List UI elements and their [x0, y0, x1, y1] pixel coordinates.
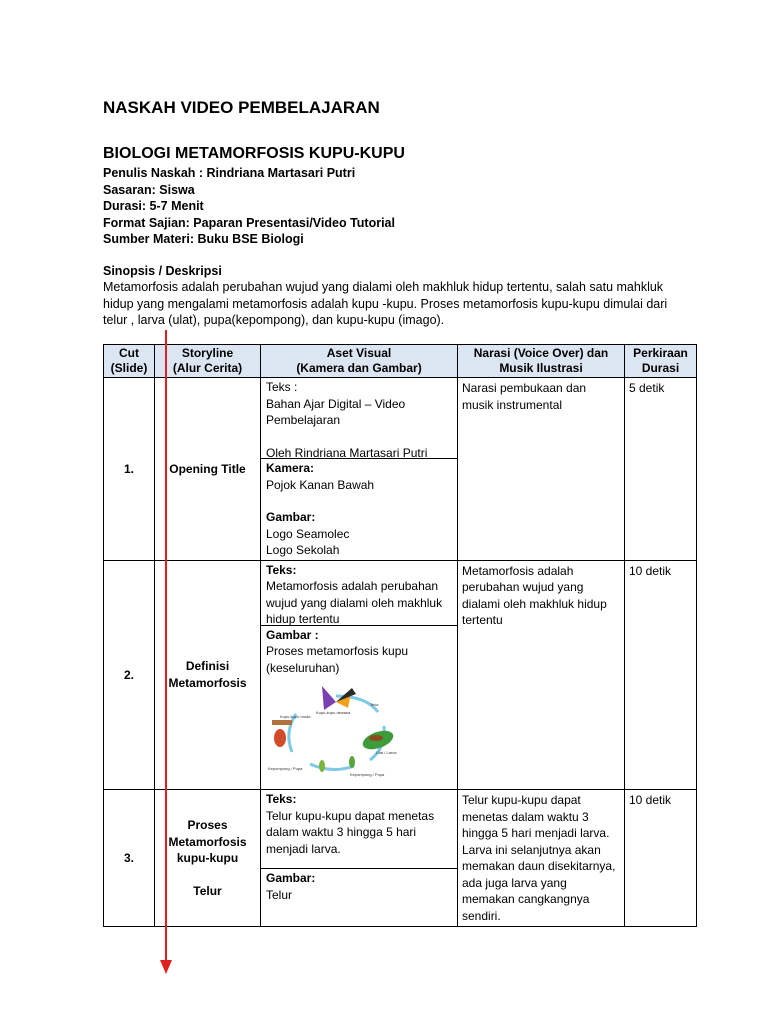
row2-durasi: 10 detik [625, 560, 697, 790]
row2-gambar-label: Gambar : [266, 627, 319, 642]
header-aset-line2: (Kamera dan Gambar) [296, 361, 422, 375]
row3-storyline-line1: Proses Metamorfosis kupu-kupu [168, 818, 247, 865]
header-narasi-line2: Musik Ilustrasi [499, 361, 583, 375]
row3-teks-block [261, 790, 457, 868]
header-cut-line2: (Slide) [110, 361, 148, 375]
header-narasi [458, 345, 625, 378]
header-cut-line1: Cut [119, 346, 139, 360]
table-header-row [104, 345, 697, 378]
row1-cut: 1. [104, 378, 155, 561]
label-telur: Telur [370, 702, 379, 707]
row1-gambar-label: Gambar: [266, 510, 316, 524]
row2-gambar-block [261, 625, 457, 790]
document-meta [103, 165, 395, 248]
document-title: NASKAH VIDEO PEMBELAJARAN [103, 98, 380, 117]
header-storyline-line2: (Alur Cerita) [172, 361, 243, 375]
cycle-arrows [289, 696, 384, 770]
row3-durasi: 10 detik [625, 790, 697, 927]
row1-kamera-label: Kamera: [266, 461, 315, 475]
header-durasi [625, 345, 697, 378]
row1-aset-visual [261, 378, 458, 561]
row2-cut: 2. [104, 560, 155, 790]
header-aset-line1: Aset Visual [326, 346, 392, 360]
synopsis-title: Sinopsis / Deskripsi [103, 264, 222, 278]
row2-teks: Metamorfosis adalah perubahan wujud yang dialami oleh makhluk hidup tertentu [266, 579, 443, 626]
header-narasi-line1: Narasi (Voice Over) dan [473, 346, 609, 360]
table-row [104, 378, 697, 561]
header-cut [104, 345, 155, 378]
table-row [104, 560, 697, 790]
meta-format: Format Sajian: Paparan Presentasi/Video Tutorial [103, 215, 395, 230]
row3-cut: 3. [104, 790, 155, 927]
row1-durasi: 5 detik [625, 378, 697, 561]
row1-kamera-block [261, 458, 457, 560]
row3-gambar: Telur [266, 887, 293, 902]
row3-teks-label: Teks: [266, 792, 297, 806]
meta-author: Penulis Naskah : Rindriana Martasari Putri [103, 166, 356, 180]
row3-aset-visual [261, 790, 458, 927]
row2-storyline: Definisi Metamorfosis [155, 560, 261, 790]
row1-teks-spacer [266, 429, 452, 445]
synopsis-text: Metamorfosis adalah perubahan wujud yang dialami oleh makhluk hidup tertentu, salah satu mahkluk hidup yang mengalami metamorfosis adalah kupu -kupu. Proses metamorfosis kupu-kupu dimulai dari telur , larva (ulat), pupa(kepompong), dan kupu-kupu (imago). [103, 280, 668, 327]
row1-teks-label: Teks : [266, 380, 298, 394]
script-table [103, 344, 697, 927]
row3-storyline-line2: Telur [193, 883, 222, 898]
meta-audience: Sasaran: Siswa [103, 182, 195, 197]
row1-gambar-line1: Logo Seamolec [266, 526, 350, 541]
label-pupa-right: Kepompong / Pupa [350, 772, 385, 777]
timeline-arrow-icon [160, 330, 172, 978]
row2-teks-block [261, 561, 457, 625]
row1-teks-line1: Bahan Ajar Digital – Video Pembelajaran [266, 396, 406, 427]
label-pupa-left: Kepompong / Pupa [268, 766, 303, 771]
label-adult: Kupu-kupu dewasa [316, 710, 351, 715]
row3-gambar-label: Gambar: [266, 871, 316, 885]
row2-aset-visual [261, 560, 458, 790]
header-aset-visual [261, 345, 458, 378]
row1-teks-block [261, 378, 457, 458]
row1-storyline: Opening Title [155, 378, 261, 561]
row1-gambar-line2: Logo Sekolah [266, 543, 340, 557]
header-durasi-line2: Durasi [641, 361, 680, 375]
table-row [104, 790, 697, 927]
row2-narasi: Metamorfosis adalah perubahan wujud yang dialami oleh makhluk hidup tertentu [458, 560, 625, 790]
header-durasi-line1: Perkiraan [633, 346, 688, 360]
header-storyline-line1: Storyline [181, 346, 234, 360]
meta-source: Sumber Materi: Buku BSE Biologi [103, 232, 304, 246]
row1-teks-line3: Oleh Rindriana Martasari Putri [266, 445, 428, 460]
row1-kamera-value: Pojok Kanan Bawah [266, 477, 375, 492]
label-young: Kupu-kupu muda [280, 714, 311, 719]
row2-teks-label: Teks: [266, 562, 297, 577]
metamorphosis-cycle-diagram [266, 682, 406, 782]
row2-gambar: Proses metamorfosis kupu (keseluruhan) [266, 644, 409, 675]
label-larva: Ulat / Larva [376, 750, 397, 755]
row3-teks: Telur kupu-kupu dapat menetas dalam waktu 3 hingga 5 hari menjadi larva. [266, 808, 435, 856]
row3-gambar-block [261, 868, 457, 904]
meta-duration: Durasi: 5-7 Menit [103, 199, 204, 213]
row3-narasi: Telur kupu-kupu dapat menetas dalam waktu 3 hingga 5 hari menjadi larva. Larva ini selanjutnya akan memakan daun disekitarnya, ada juga larva yang memakan cangkangnya sendiri. [458, 790, 625, 927]
document-subtitle: BIOLOGI METAMORFOSIS KUPU-KUPU [103, 145, 405, 162]
row1-narasi: Narasi pembukaan dan musik instrumental [458, 378, 625, 561]
